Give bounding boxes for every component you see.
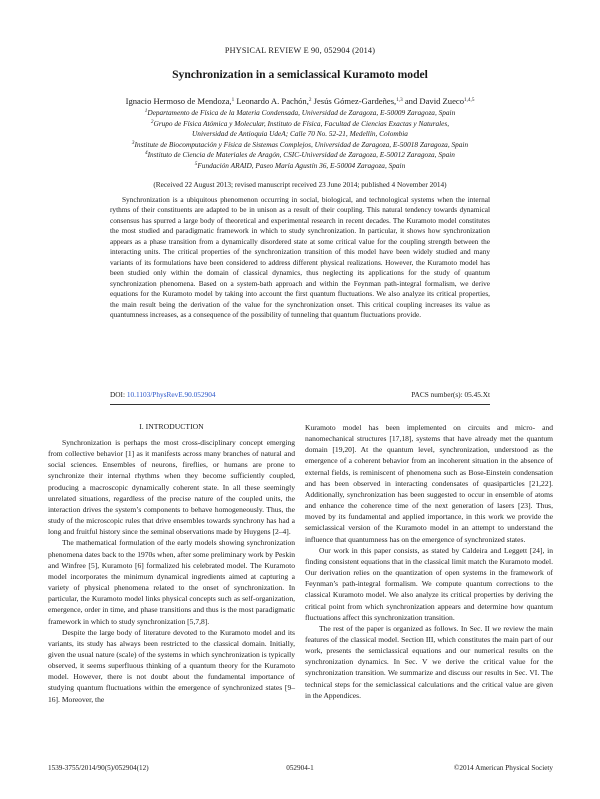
affiliation (0, 150, 600, 160)
paragraph: Kuramoto model has been implemented on circuits and micro- and nanomechanical structures [17,18], systems that have already met the quantum domain [19,20]. At the quantum level, synchronization, understood as the emergence of a coherent behavior from an incoherent situation in the absence of external fields, is reminiscent of phenomena such as Bose-Einstein condensation and has been observed in interacting condensates of quasiparticles [21,22]. Additionally, synchronization has been suggested to occur in ensemble of atoms and enhance the coherence time of the next generation of lasers [23]. Thus, moved by its fundamental and applied importance, in this work we provide the semiclassical version of the Kuramoto model in an attempt to understand the influence that quantumness has on the emergence of synchronized states. (305, 423, 553, 544)
paragraph: Our work in this paper consists, as stated by Caldeira and Leggett [24], in finding consistent equations that in the classical limit match the Kuramoto model. Our derivation relies on the quantization of open systems in the framework of Feynman’s path-integral formalism. We compute quantum corrections to the classical Kuramoto model. We also analyze its critical properties by deriving the critical point from which synchronization appears and determine how quantum fluctuations affect this synchronization transition. (305, 545, 553, 622)
affiliation (0, 140, 600, 150)
paragraph: Synchronization is perhaps the most cross-disciplinary concept emerging from collective behavior [1] as it manifests across many branches of natural and social sciences. Ensembles of neurons, fireflies, or humans are prone to synchronize their internal rhythms when they become sufficiently coupled, producing a macroscopic dynamically coherent state. In all these seemingly unrelated situations, regardless of the precise nature of the coupled units, the interaction drives the system’s components to behave homogeneously. Thus, the study of the microscopic rules that drive ensembles towards synchrony has had a long and fruitful history since the seminal observations made by Huygens [2–4]. (48, 438, 295, 537)
doi-link[interactable]: 10.1103/PhysRevE.90.052904 (126, 390, 216, 399)
journal-header: PHYSICAL REVIEW E 90, 052904 (2014) (224, 46, 376, 55)
affiliation (0, 119, 600, 129)
paper-title: Synchronization in a semiclassical Kuramoto model (172, 68, 428, 81)
affiliation-sup: 3 (131, 139, 135, 146)
author-sup: 1 (231, 97, 235, 103)
affiliation-text: Fundación ARAID, Paseo María Agustín 36, E-50004 Zaragoza, Spain (197, 160, 406, 170)
footer-issn: 1539-3755/2014/90(5)/052904(12) (48, 764, 149, 772)
paragraph: The mathematical formulation of the early models showing synchronization phenomena dates back to the 1970s when, after some preliminary work by Peskin and Winfree [5], Kuramoto [6] formalized his celebrated model. The Kuramoto model incorporates the minimum dynamical ingredients aimed at capturing a variety of physical phenomena related to the onset of synchronization. In particular, the Kuramoto model links physical concepts such as self-organization, emergence, order in time, and phase transitions and thus is the most paradigmatic framework in which to study synchronization [5,7,8]. (48, 538, 295, 626)
author-sup: 2 (308, 97, 312, 103)
abstract: Synchronization is a ubiquitous phenomenon occurring in social, biological, and technological systems when the internal rythms of their constituents are adapted to be in unison as a result of their coupling. This natural tendency towards dynamical consensus has spurred a large body of theoretical and experimental research in recent decades. The Kuramoto model constitutes the most studied and paradigmatic framework in which to study synchronization. In particular, it shows how synchronization appears as a phase transition from a dynamically disordered state at some critical value for the coupling strength between the interacting units. The critical properties of the synchronization transition of this model have been widely studied and many variants of its formulations have been considered to address different physical realizations. However, the Kuramoto model has been studied only within the domain of classical dynamics, thus neglecting its applications for the study of quantum synchronization phenomena. Based on a system-bath approach and within the Feynman path-integral formalism, we derive equations for the Kuramoto model by taking into account the first quantum fluctuations. We also analyze its critical properties, the main result being the derivation of the value for the synchronization onset. This critical coupling increases its value as quantumness increases, as a consequence of the possibility of tunneling that quantum fluctuations provide. (110, 195, 490, 319)
doi-line (110, 390, 216, 399)
left-column (48, 437, 295, 705)
affiliation-sup: 5 (194, 160, 198, 167)
abstract-divider (110, 404, 490, 405)
pacs-numbers: PACS number(s): 05.45.Xt (411, 390, 490, 399)
affiliation-text: Grupo de Física Atómica y Molecular, Instituto de Física, Facultad de Ciencias Exactas y Naturales, (153, 118, 450, 128)
author-name: Jesús Gómez-Gardeñes, (313, 96, 397, 106)
page-number: 052904-1 (286, 764, 314, 772)
author-name: Ignacio Hermoso de Mendoza, (125, 96, 232, 106)
author-name: and David Zueco (404, 96, 465, 106)
affiliation-text: Institute de Biocomputación y Física de Sistemas Complejos, Universidad de Zaragoza, E-50018 Zaragoza, Spain (134, 139, 469, 149)
received-dates: (Received 22 August 2013; revised manuscript received 23 June 2014; published 4 November 2014) (153, 180, 447, 189)
author-sup: 1,3 (396, 97, 403, 103)
affiliation-text: Universidad de Antioquia UdeA; Calle 70 No. 52-21, Medellín, Colombia (192, 129, 408, 138)
author-name: Leonardo A. Pachón, (236, 96, 309, 106)
author-sup: 1,4,5 (464, 97, 475, 103)
affiliation-text: Instituto de Ciencia de Materiales de Aragón, CSIC-Universidad de Zaragoza, E-50012 Zaragoza, Spain (147, 150, 455, 159)
paragraph: Despite the large body of literature devoted to the Kuramoto model and its variants, its study has always been restricted to the classical domain. Initially, given the usual nature (scale) of the systems in which synchronization is typically observed, it seems superfluous thinking of a quantum theory for the Kuramoto model. However, there is not doubt about the fundamental importance of studying quantum fluctuations within the emergence of synchronized states [9–16]. Moreover, the (48, 627, 295, 704)
section-heading: I. INTRODUCTION (139, 422, 204, 431)
doi-label: DOI: (110, 390, 125, 399)
right-column (305, 422, 553, 701)
affiliation-sup: 2 (150, 118, 154, 125)
affiliation-sup: 1 (144, 108, 148, 114)
affiliation (0, 161, 600, 171)
affiliation (0, 129, 600, 139)
author-list (0, 96, 600, 106)
affiliation (0, 108, 600, 118)
affiliation-text: Departamento de Física de la Materia Condensada, Universidad de Zaragoza, E-50009 Zaragoza, Spain (147, 108, 456, 117)
affiliation-sup: 4 (145, 150, 148, 156)
footer-copyright: ©2014 American Physical Society (453, 764, 553, 772)
paragraph: The rest of the paper is organized as follows. In Sec. II we review the main features of the classical model. Section III, which constitutes the main part of our work, presents the semiclassical equations and our numerical results on the synchronization dynamics. In Sec. V we derive the critical value for the synchronization transition. We summarize and discuss our results in Sec. VI. The technical steps for the semiclassical calculations and the critical value are given in the Appendices. (305, 623, 553, 700)
